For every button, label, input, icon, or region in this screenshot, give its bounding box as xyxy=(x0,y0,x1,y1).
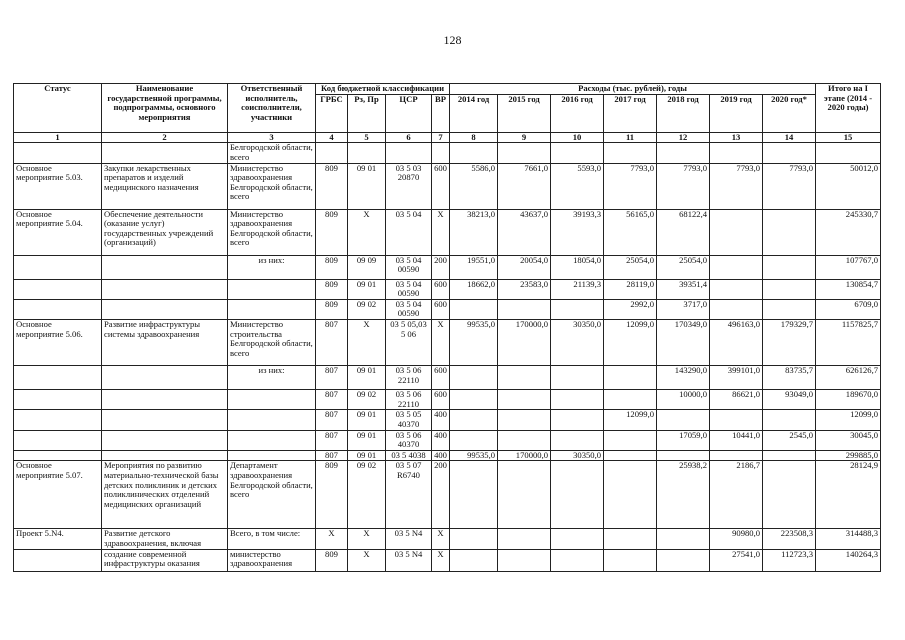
header-expenses-group: Расходы (тыс. рублей), годы xyxy=(450,84,816,95)
value-2014-cell: 5586,0 xyxy=(450,163,498,209)
name-cell xyxy=(102,390,228,410)
status-cell xyxy=(14,430,102,450)
total-cell: 626126,7 xyxy=(816,366,881,390)
status-cell: Основное мероприятие 5.06. xyxy=(14,320,102,366)
grbs-cell: X xyxy=(316,529,348,549)
csr-cell: 03 5 03 20870 xyxy=(386,163,432,209)
value-2019-cell: 2186,7 xyxy=(710,461,763,529)
value-2019-cell: 27541,0 xyxy=(710,549,763,571)
csr-cell: 03 5 06 40370 xyxy=(386,430,432,450)
value-2016-cell: 39193,3 xyxy=(551,209,604,255)
value-2015-cell xyxy=(498,461,551,529)
csr-cell: 03 5 06 22110 xyxy=(386,390,432,410)
page-number: 128 xyxy=(443,33,462,47)
value-2019-cell xyxy=(710,450,763,461)
status-cell xyxy=(14,549,102,571)
name-cell xyxy=(102,430,228,450)
total-cell: 314488,3 xyxy=(816,529,881,549)
executor-cell: из них: xyxy=(228,366,316,390)
header-grbs: ГРБС xyxy=(316,94,348,132)
value-2016-cell: 21139,3 xyxy=(551,279,604,299)
value-2014-cell xyxy=(450,366,498,390)
csr-cell: 03 5 04 00590 xyxy=(386,299,432,319)
value-2020-cell: 83735,7 xyxy=(763,366,816,390)
value-2020-cell: 223508,3 xyxy=(763,529,816,549)
grbs-cell: 809 xyxy=(316,279,348,299)
value-2019-cell: 496163,0 xyxy=(710,320,763,366)
value-2015-cell: 20054,0 xyxy=(498,255,551,279)
value-2018-cell xyxy=(657,450,710,461)
value-2014-cell xyxy=(450,529,498,549)
header-2014: 2014 год xyxy=(450,94,498,132)
value-2017-cell: 12099,0 xyxy=(604,320,657,366)
grbs-cell: 807 xyxy=(316,390,348,410)
name-cell xyxy=(102,255,228,279)
value-2017-cell xyxy=(604,549,657,571)
name-cell: Обеспечение деятельности (оказание услуг) государственных учреждений (организаций) xyxy=(102,209,228,255)
csr-cell: 03 5 N4 xyxy=(386,549,432,571)
value-2018-cell xyxy=(657,410,710,430)
value-2018-cell: 68122,4 xyxy=(657,209,710,255)
status-cell xyxy=(14,366,102,390)
status-cell: Основное мероприятие 5.03. xyxy=(14,163,102,209)
table-row xyxy=(14,255,881,279)
total-cell: 189670,0 xyxy=(816,390,881,410)
value-2014-cell: 18662,0 xyxy=(450,279,498,299)
value-2016-cell: 30350,0 xyxy=(551,320,604,366)
name-cell xyxy=(102,366,228,390)
value-2017-cell xyxy=(604,430,657,450)
value-2020-cell xyxy=(763,143,816,163)
value-2020-cell xyxy=(763,279,816,299)
header-2015: 2015 год xyxy=(498,94,551,132)
grbs-cell: 809 xyxy=(316,549,348,571)
table-row xyxy=(14,209,881,255)
header-2020: 2020 год* xyxy=(763,94,816,132)
value-2017-cell: 56165,0 xyxy=(604,209,657,255)
rzpr-cell: 09 02 xyxy=(348,390,386,410)
rzpr-cell: 09 02 xyxy=(348,461,386,529)
column-number-row xyxy=(14,132,881,143)
executor-cell: Всего, в том числе: xyxy=(228,529,316,549)
csr-cell: 03 5 04 00590 xyxy=(386,279,432,299)
value-2014-cell xyxy=(450,299,498,319)
table-row xyxy=(14,279,881,299)
grbs-cell: 809 xyxy=(316,461,348,529)
grbs-cell: 807 xyxy=(316,366,348,390)
col-num: 14 xyxy=(763,132,816,143)
grbs-cell: 807 xyxy=(316,320,348,366)
name-cell: Закупки лекарственных препаратов и изделий медицинского назначения xyxy=(102,163,228,209)
value-2016-cell: 30350,0 xyxy=(551,450,604,461)
col-num: 6 xyxy=(386,132,432,143)
value-2019-cell: 399101,0 xyxy=(710,366,763,390)
vr-cell: 600 xyxy=(432,299,450,319)
value-2020-cell xyxy=(763,450,816,461)
executor-cell: министерство здравоохранения xyxy=(228,549,316,571)
value-2017-cell xyxy=(604,529,657,549)
value-2019-cell: 86621,0 xyxy=(710,390,763,410)
value-2014-cell xyxy=(450,390,498,410)
value-2019-cell xyxy=(710,209,763,255)
total-cell: 12099,0 xyxy=(816,410,881,430)
executor-cell: Министерство здравоохранения Белгородской области, всего xyxy=(228,163,316,209)
value-2014-cell: 99535,0 xyxy=(450,450,498,461)
csr-cell: 03 5 04 xyxy=(386,209,432,255)
budget-table xyxy=(13,83,881,572)
value-2017-cell xyxy=(604,143,657,163)
grbs-cell: 807 xyxy=(316,450,348,461)
col-num: 4 xyxy=(316,132,348,143)
total-cell: 6709,0 xyxy=(816,299,881,319)
value-2015-cell xyxy=(498,299,551,319)
rzpr-cell: X xyxy=(348,209,386,255)
value-2018-cell: 25054,0 xyxy=(657,255,710,279)
value-2014-cell xyxy=(450,549,498,571)
col-num: 7 xyxy=(432,132,450,143)
rzpr-cell: 09 01 xyxy=(348,279,386,299)
table-row xyxy=(14,320,881,366)
name-cell: Мероприятия по развитию материально-технической базы детских поликлиник и детских поликлинических отделений медицинских организаций xyxy=(102,461,228,529)
table-row xyxy=(14,163,881,209)
table-row xyxy=(14,461,881,529)
value-2015-cell: 23583,0 xyxy=(498,279,551,299)
value-2019-cell: 10441,0 xyxy=(710,430,763,450)
value-2018-cell: 10000,0 xyxy=(657,390,710,410)
table-row xyxy=(14,410,881,430)
value-2020-cell xyxy=(763,299,816,319)
value-2016-cell: 18054,0 xyxy=(551,255,604,279)
status-cell xyxy=(14,143,102,163)
table-row xyxy=(14,450,881,461)
table-row xyxy=(14,366,881,390)
name-cell: Развитие инфраструктуры системы здравоохранения xyxy=(102,320,228,366)
value-2018-cell: 3717,0 xyxy=(657,299,710,319)
rzpr-cell xyxy=(348,143,386,163)
value-2016-cell xyxy=(551,430,604,450)
total-cell: 1157825,7 xyxy=(816,320,881,366)
csr-cell: 03 5 07 R6740 xyxy=(386,461,432,529)
col-num: 10 xyxy=(551,132,604,143)
value-2017-cell: 25054,0 xyxy=(604,255,657,279)
total-cell: 130854,7 xyxy=(816,279,881,299)
header-row-1 xyxy=(14,84,881,95)
value-2018-cell: 39351,4 xyxy=(657,279,710,299)
value-2015-cell xyxy=(498,410,551,430)
header-2017: 2017 год xyxy=(604,94,657,132)
name-cell xyxy=(102,279,228,299)
col-num: 1 xyxy=(14,132,102,143)
name-cell xyxy=(102,450,228,461)
value-2019-cell: 7793,0 xyxy=(710,163,763,209)
rzpr-cell: 09 02 xyxy=(348,299,386,319)
value-2019-cell xyxy=(710,410,763,430)
rzpr-cell: 09 01 xyxy=(348,430,386,450)
status-cell xyxy=(14,410,102,430)
name-cell: создание современной инфраструктуры оказания xyxy=(102,549,228,571)
executor-cell: Белгородской области, всего xyxy=(228,143,316,163)
col-num: 11 xyxy=(604,132,657,143)
value-2017-cell xyxy=(604,366,657,390)
value-2017-cell xyxy=(604,390,657,410)
total-cell: 299885,0 xyxy=(816,450,881,461)
value-2017-cell: 28119,0 xyxy=(604,279,657,299)
value-2018-cell xyxy=(657,143,710,163)
vr-cell: 600 xyxy=(432,390,450,410)
rzpr-cell: 09 01 xyxy=(348,366,386,390)
name-cell xyxy=(102,143,228,163)
status-cell: Основное мероприятие 5.04. xyxy=(14,209,102,255)
value-2020-cell: 93049,0 xyxy=(763,390,816,410)
status-cell: Основное мероприятие 5.07. xyxy=(14,461,102,529)
value-2017-cell: 2992,0 xyxy=(604,299,657,319)
value-2020-cell: 7793,0 xyxy=(763,163,816,209)
value-2015-cell xyxy=(498,549,551,571)
value-2017-cell xyxy=(604,450,657,461)
header-name: Наименование государственной программы, подпрограммы, основного мероприятия xyxy=(102,84,228,133)
vr-cell: X xyxy=(432,320,450,366)
status-cell xyxy=(14,390,102,410)
total-cell xyxy=(816,143,881,163)
table-row xyxy=(14,390,881,410)
value-2014-cell: 38213,0 xyxy=(450,209,498,255)
executor-cell xyxy=(228,279,316,299)
value-2020-cell xyxy=(763,209,816,255)
vr-cell: 400 xyxy=(432,450,450,461)
executor-cell xyxy=(228,299,316,319)
value-2020-cell: 112723,3 xyxy=(763,549,816,571)
value-2015-cell xyxy=(498,390,551,410)
header-2016: 2016 год xyxy=(551,94,604,132)
vr-cell xyxy=(432,143,450,163)
rzpr-cell: X xyxy=(348,529,386,549)
grbs-cell: 809 xyxy=(316,299,348,319)
executor-cell xyxy=(228,450,316,461)
status-cell: Проект 5.N4. xyxy=(14,529,102,549)
status-cell xyxy=(14,255,102,279)
value-2018-cell xyxy=(657,529,710,549)
csr-cell: 03 5 N4 xyxy=(386,529,432,549)
value-2018-cell: 143290,0 xyxy=(657,366,710,390)
executor-cell xyxy=(228,410,316,430)
header-code-group: Код бюджетной классификации xyxy=(316,84,450,95)
col-num: 2 xyxy=(102,132,228,143)
total-cell: 140264,3 xyxy=(816,549,881,571)
executor-cell: Министерство здравоохранения Белгородской области, всего xyxy=(228,209,316,255)
col-num: 8 xyxy=(450,132,498,143)
executor-cell: из них: xyxy=(228,255,316,279)
status-cell xyxy=(14,279,102,299)
vr-cell: 400 xyxy=(432,410,450,430)
executor-cell xyxy=(228,430,316,450)
csr-cell: 03 5 4038 xyxy=(386,450,432,461)
grbs-cell: 807 xyxy=(316,430,348,450)
vr-cell: X xyxy=(432,549,450,571)
value-2014-cell: 99535,0 xyxy=(450,320,498,366)
value-2015-cell: 7661,0 xyxy=(498,163,551,209)
total-cell: 107767,0 xyxy=(816,255,881,279)
status-cell xyxy=(14,450,102,461)
grbs-cell: 807 xyxy=(316,410,348,430)
value-2020-cell: 2545,0 xyxy=(763,430,816,450)
csr-cell: 03 5 04 00590 xyxy=(386,255,432,279)
value-2017-cell xyxy=(604,461,657,529)
value-2018-cell xyxy=(657,549,710,571)
grbs-cell: 809 xyxy=(316,255,348,279)
value-2015-cell xyxy=(498,366,551,390)
value-2017-cell: 12099,0 xyxy=(604,410,657,430)
value-2017-cell: 7793,0 xyxy=(604,163,657,209)
value-2016-cell xyxy=(551,461,604,529)
grbs-cell xyxy=(316,143,348,163)
total-cell: 28124,9 xyxy=(816,461,881,529)
value-2020-cell xyxy=(763,255,816,279)
vr-cell: X xyxy=(432,209,450,255)
value-2018-cell: 25938,2 xyxy=(657,461,710,529)
table-body xyxy=(14,143,881,571)
status-cell xyxy=(14,299,102,319)
value-2016-cell xyxy=(551,143,604,163)
value-2015-cell xyxy=(498,529,551,549)
value-2020-cell xyxy=(763,461,816,529)
value-2016-cell xyxy=(551,549,604,571)
value-2014-cell xyxy=(450,430,498,450)
value-2016-cell: 5593,0 xyxy=(551,163,604,209)
rzpr-cell: 09 01 xyxy=(348,163,386,209)
value-2014-cell xyxy=(450,461,498,529)
header-2018: 2018 год xyxy=(657,94,710,132)
vr-cell: X xyxy=(432,529,450,549)
vr-cell: 200 xyxy=(432,255,450,279)
executor-cell xyxy=(228,390,316,410)
value-2019-cell xyxy=(710,279,763,299)
col-num: 3 xyxy=(228,132,316,143)
value-2015-cell xyxy=(498,430,551,450)
rzpr-cell: 09 01 xyxy=(348,410,386,430)
value-2018-cell: 170349,0 xyxy=(657,320,710,366)
value-2018-cell: 17059,0 xyxy=(657,430,710,450)
value-2018-cell: 7793,0 xyxy=(657,163,710,209)
csr-cell: 03 5 05,03 5 06 xyxy=(386,320,432,366)
col-num: 5 xyxy=(348,132,386,143)
value-2016-cell xyxy=(551,366,604,390)
total-cell: 30045,0 xyxy=(816,430,881,450)
name-cell: Развитие детского здравоохранения, включая xyxy=(102,529,228,549)
header-2019: 2019 год xyxy=(710,94,763,132)
header-executor: Ответственный исполнитель, соисполнители, участники xyxy=(228,84,316,133)
total-cell: 50012,0 xyxy=(816,163,881,209)
header-rzpr: Рз, Пр xyxy=(348,94,386,132)
col-num: 12 xyxy=(657,132,710,143)
name-cell xyxy=(102,299,228,319)
value-2016-cell xyxy=(551,410,604,430)
value-2016-cell xyxy=(551,529,604,549)
csr-cell: 03 5 06 22110 xyxy=(386,366,432,390)
table-row xyxy=(14,529,881,549)
table-row xyxy=(14,549,881,571)
value-2020-cell: 179329,7 xyxy=(763,320,816,366)
value-2015-cell: 170000,0 xyxy=(498,320,551,366)
rzpr-cell: 09 09 xyxy=(348,255,386,279)
col-num: 13 xyxy=(710,132,763,143)
value-2019-cell xyxy=(710,143,763,163)
value-2019-cell xyxy=(710,299,763,319)
value-2015-cell: 43637,0 xyxy=(498,209,551,255)
rzpr-cell: X xyxy=(348,549,386,571)
rzpr-cell: X xyxy=(348,320,386,366)
value-2015-cell: 170000,0 xyxy=(498,450,551,461)
header-vr: ВР xyxy=(432,94,450,132)
header-csr: ЦСР xyxy=(386,94,432,132)
vr-cell: 600 xyxy=(432,366,450,390)
col-num: 15 xyxy=(816,132,881,143)
rzpr-cell: 09 01 xyxy=(348,450,386,461)
grbs-cell: 809 xyxy=(316,209,348,255)
table-row xyxy=(14,299,881,319)
csr-cell: 03 5 05 40370 xyxy=(386,410,432,430)
total-cell: 245330,7 xyxy=(816,209,881,255)
value-2014-cell xyxy=(450,410,498,430)
name-cell xyxy=(102,410,228,430)
table-row xyxy=(14,430,881,450)
value-2014-cell xyxy=(450,143,498,163)
executor-cell: Департамент здравоохранения Белгородской области, всего xyxy=(228,461,316,529)
value-2016-cell xyxy=(551,390,604,410)
vr-cell: 200 xyxy=(432,461,450,529)
value-2014-cell: 19551,0 xyxy=(450,255,498,279)
value-2015-cell xyxy=(498,143,551,163)
executor-cell: Министерство строительства Белгородской области, всего xyxy=(228,320,316,366)
value-2019-cell: 90980,0 xyxy=(710,529,763,549)
table-row xyxy=(14,143,881,163)
col-num: 9 xyxy=(498,132,551,143)
grbs-cell: 809 xyxy=(316,163,348,209)
vr-cell: 400 xyxy=(432,430,450,450)
header-total: Итого на I этапе (2014 - 2020 годы) xyxy=(816,84,881,133)
value-2016-cell xyxy=(551,299,604,319)
value-2020-cell xyxy=(763,410,816,430)
vr-cell: 600 xyxy=(432,163,450,209)
csr-cell xyxy=(386,143,432,163)
header-status: Статус xyxy=(14,84,102,133)
value-2019-cell xyxy=(710,255,763,279)
vr-cell: 600 xyxy=(432,279,450,299)
